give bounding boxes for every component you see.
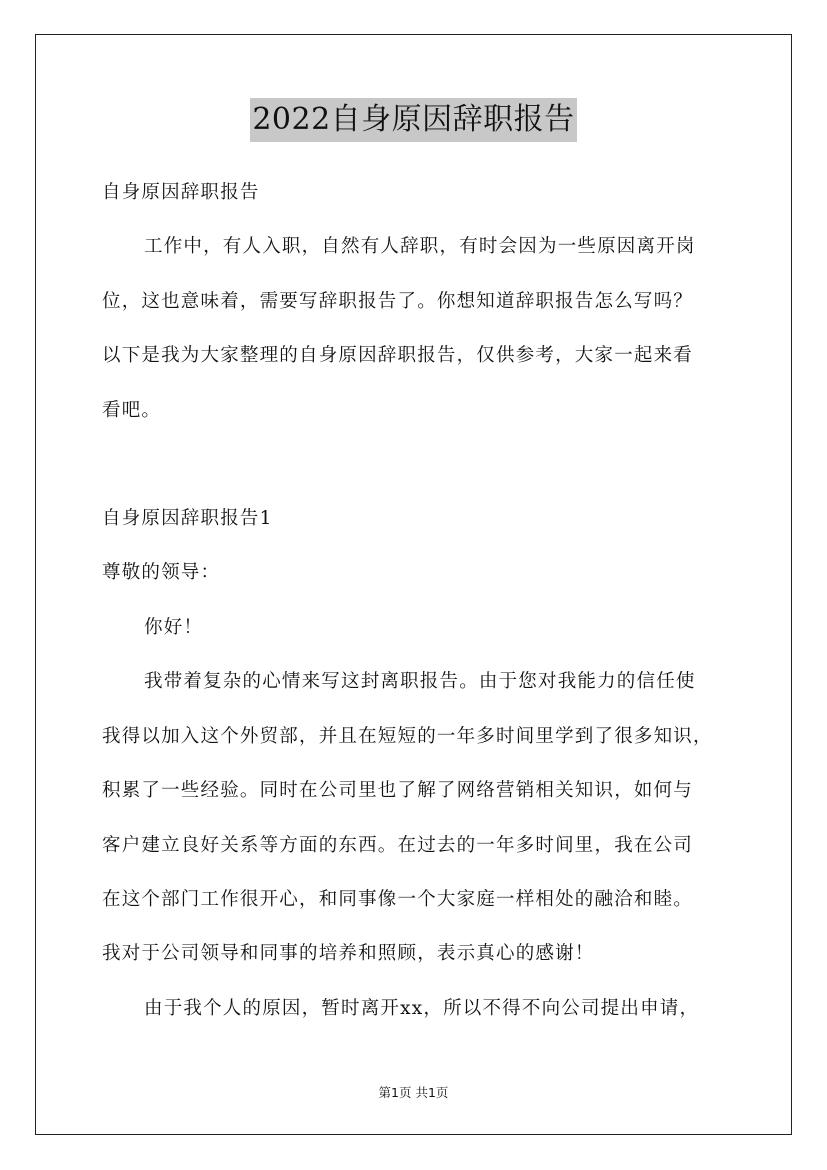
salutation-line: 尊敬的领导：	[102, 562, 221, 583]
section-heading: 自身原因辞职报告1	[102, 508, 273, 529]
paragraph-line: 工作中，有人入职，自然有人辞职，有时会因为一些原因离开岗	[144, 236, 696, 257]
page-footer: 第1页 共1页	[378, 1085, 449, 1100]
subtitle-line: 自身原因辞职报告	[102, 182, 260, 203]
paragraph-line: 我带着复杂的心情来写这封离职报告。由于您对我能力的信任使	[144, 671, 696, 692]
paragraph-line: 我得以加入这个外贸部，并且在短短的一年多时间里学到了很多知识，	[102, 726, 713, 747]
document-title: 2022自身原因辞职报告	[250, 98, 576, 142]
greeting-line: 你好！	[144, 617, 204, 638]
paragraph-line: 积累了一些经验。同时在公司里也了解了网络营销相关知识，如何与	[102, 780, 694, 801]
paragraph-line: 在这个部门工作很开心，和同事像一个大家庭一样相处的融洽和睦。	[102, 889, 694, 910]
paragraph-line: 位，这也意味着，需要写辞职报告了。你想知道辞职报告怎么写吗？	[102, 291, 694, 312]
paragraph-line: 客户建立良好关系等方面的东西。在过去的一年多时间里，我在公司	[102, 835, 694, 856]
title-container	[0, 98, 827, 142]
paragraph-line: 我对于公司领导和同事的培养和照顾，表示真心的感谢！	[102, 943, 595, 964]
paragraph-line: 由于我个人的原因，暂时离开xx，所以不得不向公司提出申请，	[144, 998, 700, 1019]
paragraph-line: 看吧。	[102, 400, 162, 421]
paragraph-line: 以下是我为大家整理的自身原因辞职报告，仅供参考，大家一起来看	[102, 345, 694, 366]
